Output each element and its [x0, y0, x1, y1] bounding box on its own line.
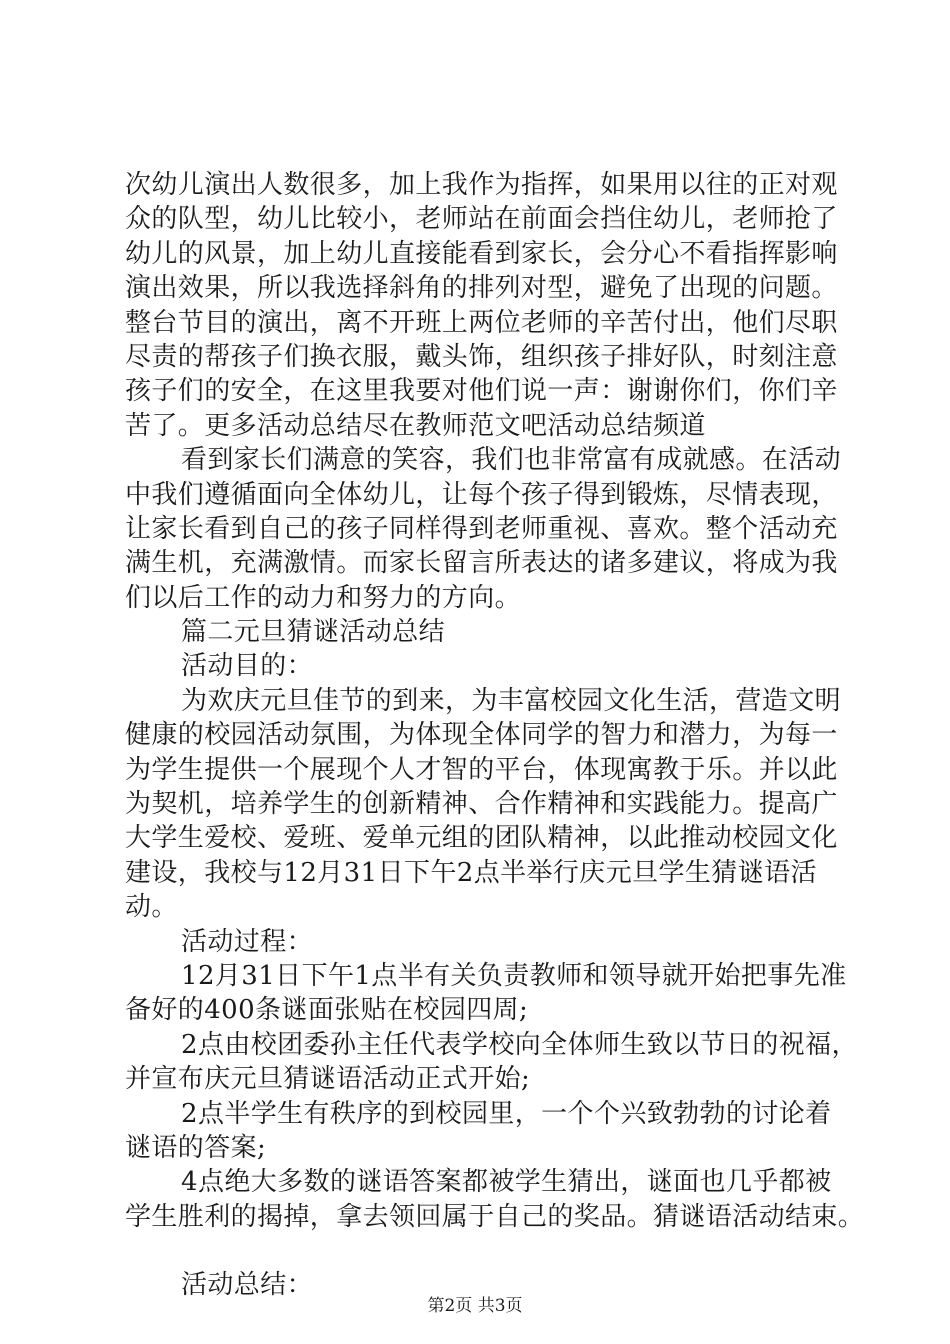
text-line: 为学生提供一个展现个人才智的平台，体现寓教于乐。并以此: [125, 754, 838, 785]
text-line: 整台节目的演出，离不开班上两位老师的辛苦付出，他们尽职: [125, 307, 838, 338]
text-line: 孩子们的安全，在这里我要对他们说一声：谢谢你们，你们辛: [125, 376, 838, 407]
text-line: 篇二元旦猜谜活动总结: [181, 617, 446, 648]
text-line: 12月31日下午1点半有关负责教师和领导就开始把事先准: [181, 960, 847, 991]
text-line: 幼儿的风景，加上幼儿直接能看到家长，会分心不看指挥影响: [125, 238, 838, 269]
text-line: 众的队型，幼儿比较小，老师站在前面会挡住幼儿，老师抢了: [125, 204, 838, 235]
text-line: 4点绝大多数的谜语答案都被学生猜出，谜面也几乎都被: [181, 1167, 832, 1198]
text-line: 活动目的：: [181, 651, 314, 682]
text-line: 动。: [125, 892, 178, 923]
text-line: 建设，我校与12月31日下午2点半举行庆元旦学生猜谜语活: [125, 857, 817, 888]
text-line: 2点由校团委孙主任代表学校向全体师生致以节日的祝福，: [181, 1029, 858, 1060]
text-line: 谜语的答案;: [125, 1132, 267, 1163]
section-heading: 活动总结：: [181, 1270, 314, 1301]
text-line: 苦了。更多活动总结尽在教师范文吧活动总结频道: [125, 410, 706, 441]
text-line: 让家长看到自己的孩子同样得到老师重视、喜欢。整个活动充: [125, 513, 838, 544]
text-line: 演出效果，所以我选择斜角的排列对型，避免了出现的问题。: [125, 273, 838, 304]
text-line: 备好的400条谜面张贴在校园四周;: [125, 995, 529, 1026]
text-line: 2点半学生有秩序的到校园里，一个个兴致勃勃的讨论着: [181, 1098, 832, 1129]
text-line: 学生胜利的揭掉，拿去领回属于自己的奖品。猜谜语活动结束。: [125, 1201, 865, 1232]
document-body: [125, 168, 865, 1303]
text-line: 尽责的帮孩子们换衣服，戴头饰，组织孩子排好队，时刻注意: [125, 341, 838, 372]
text-line: 次幼儿演出人数很多，加上我作为指挥，如果用以往的正对观: [125, 170, 838, 200]
text-line: 看到家长们满意的笑容，我们也非常富有成就感。在活动: [181, 445, 842, 476]
text-line: 健康的校园活动氛围，为体现全体同学的智力和潜力，为每一: [125, 720, 838, 751]
text-line: 为欢庆元旦佳节的到来，为丰富校园文化生活，营造文明: [181, 685, 842, 716]
text-line: 并宣布庆元旦猜谜语活动正式开始;: [125, 1064, 531, 1095]
text-line: 们以后工作的动力和努力的方向。: [125, 582, 522, 613]
text-line: 中我们遵循面向全体幼儿，让每个孩子得到锻炼，尽情表现，: [125, 479, 838, 510]
text-line: 活动过程：: [181, 926, 314, 957]
text-line: 大学生爱校、爱班、爱单元组的团队精神，以此推动校园文化: [125, 823, 838, 854]
text-line: 满生机，充满激情。而家长留言所表达的诸多建议，将成为我: [125, 548, 838, 579]
page-footer: 第2页 共3页: [427, 1296, 523, 1316]
text-line: 为契机，培养学生的创新精神、合作精神和实践能力。提高广: [125, 789, 838, 820]
paragraph-gap: [125, 1234, 845, 1268]
